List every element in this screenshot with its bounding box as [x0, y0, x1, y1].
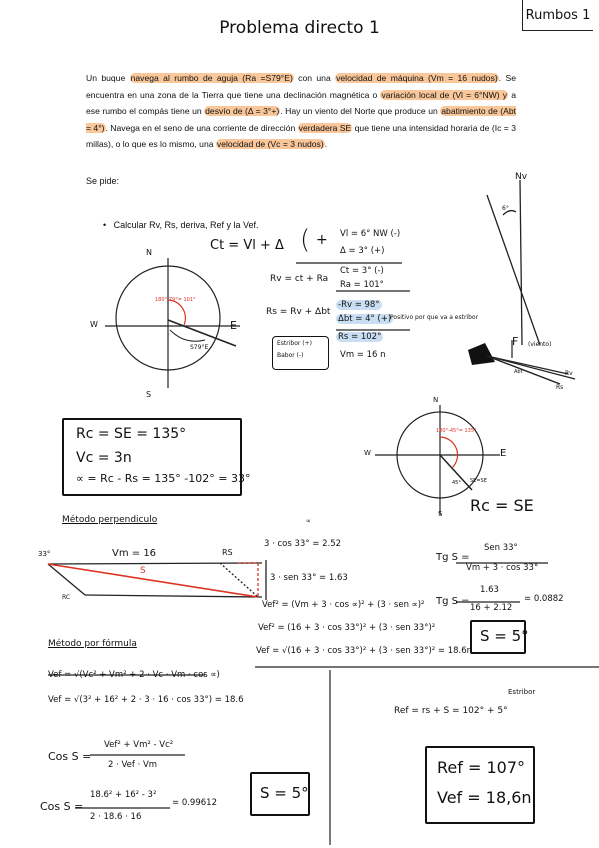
compass-1 — [105, 258, 240, 388]
perp-alpha: ∝ — [306, 517, 312, 525]
tg-box-value: S = 5° — [480, 627, 529, 645]
vm-value: Vm = 16 n — [340, 350, 386, 360]
perp-sen: 3 · sen 33° = 1.63 — [270, 573, 348, 583]
perp-vm: Vm = 16 — [112, 548, 157, 559]
form-vef-2: Vef = √(3² + 16² + 2 · 3 · 16 · cos 33°) = 18.6 — [48, 695, 244, 705]
ct-delta: Δ = 3° (+) — [340, 246, 385, 256]
compass2-angle: 45° — [452, 480, 461, 486]
wind-rs: Rs — [556, 384, 564, 391]
ct-vl: Vl = 6° NW (-) — [340, 229, 401, 239]
text-segment: . — [324, 139, 328, 150]
perp-triangle — [48, 543, 266, 600]
legend-box — [272, 336, 329, 370]
vef-result: Vef = 18,6n — [437, 788, 532, 807]
form-cos-num-1: Vef² + Vm² - Vc² — [104, 740, 174, 750]
compass2-arc-label: 180°-45°= 135° — [436, 428, 477, 434]
compass1-ra-label: S79°E — [190, 344, 209, 351]
tg-result: = 0.0882 — [524, 594, 564, 604]
perp-angle: 33° — [38, 550, 51, 558]
wind-viento: (viento) — [528, 341, 552, 348]
highlight-abt: abatimiento de (Abt = 4°) — [86, 106, 516, 133]
perp-vef-1: Vef² = (Vm + 3 · cos ∝)² + (3 · sen ∝)² — [262, 600, 425, 610]
highlight-se: verdadera SE — [298, 122, 352, 133]
tg-den-1: Vm + 3 · cos 33° — [466, 563, 539, 573]
text-segment: a ese rumbo el compás tiene un — [86, 89, 516, 117]
abt-value: Δbt = 4° (+) — [338, 314, 392, 324]
compass1-n: N — [146, 248, 152, 257]
form-cos-result: = 0.99612 — [172, 798, 217, 808]
tg-lhs-1: Tg S = — [436, 552, 470, 563]
rv-value-wrap — [336, 300, 382, 310]
section-tag-label: Rumbos 1 — [525, 7, 591, 23]
form-cos-den-1: 2 · Vef · Vm — [108, 760, 158, 770]
nv-drawing — [487, 180, 540, 345]
compass1-arc-label: 180°-79°= 101° — [155, 297, 196, 303]
form-vef-1: Vef = √(Vc² + Vm² + 2 · Vc · Vm · cos ∝) — [48, 670, 220, 680]
brace: ( — [300, 225, 311, 255]
wind-rv: Rv — [565, 370, 573, 377]
compass1-s: S — [146, 390, 152, 399]
task-item: • Calcular Rv, Rs, deriva, Ref y la Vef. — [103, 220, 259, 230]
ct-value: Ct = 3° (-) — [340, 266, 384, 276]
text-segment: Un buque — [86, 73, 130, 83]
metodo-form-title: Método por fórmula — [48, 639, 137, 649]
plus-sign: + — [316, 232, 328, 248]
nv-label: Nv — [515, 172, 528, 182]
compass2-w: W — [364, 449, 371, 457]
compass2-se-label: SE=SE — [470, 478, 487, 484]
perp-cos: 3 · cos 33° = 2.52 — [264, 539, 342, 549]
rc-label: Rc = SE — [470, 496, 534, 515]
ra-value: Ra = 101° — [340, 280, 384, 290]
wind-f: F — [512, 335, 519, 348]
compass2-e: E — [500, 448, 507, 459]
highlight-vm: velocidad de máquina (Vm = 16 nudos) — [336, 73, 498, 83]
highlight-desvio: desvío de (Δ = 3°+) — [205, 106, 280, 117]
tg-lhs-2: Tg S = — [436, 596, 470, 607]
rv-value: -Rv = 98° — [338, 300, 380, 310]
ref-result: Ref = 107° — [437, 758, 525, 777]
se-pide: Se pide: — [86, 176, 120, 186]
rs-equation: Rs = Rv + Δbt — [266, 307, 331, 317]
form-cos-num-2: 18.6² + 16² - 3² — [90, 790, 157, 800]
perp-vef-3: Vef = √(16 + 3 · cos 33°)² + (3 · sen 33°)² = 18.6n — [256, 646, 473, 656]
metodo-perp-title: Método perpendiculo — [62, 515, 158, 525]
form-cos-den-2: 2 · 18.6 · 16 — [90, 812, 142, 822]
form-cos-lhs-1: Cos S = — [48, 750, 92, 763]
perp-rs: RS — [222, 548, 233, 557]
text-segment: con una — [293, 73, 336, 83]
perp-vef-2: Vef² = (16 + 3 · cos 33°)² + (3 · sen 33°)² — [258, 623, 436, 633]
vc-result: Vc = 3n — [76, 450, 132, 466]
text-segment: que tiene una intensidad horaria de (Ic = 3 millas), o lo que es lo mismo, una — [86, 122, 516, 150]
legend-estribor: Estribor (+) — [277, 340, 312, 347]
compass2-n: N — [433, 396, 439, 404]
ct-equation: Ct = Vl + Δ — [210, 238, 284, 253]
perp-rc: RC — [62, 594, 71, 601]
form-cos-lhs-2: Cos S = — [40, 800, 84, 813]
result-box-1 — [62, 418, 251, 496]
perp-deriva: S — [140, 566, 146, 576]
rs-value-wrap — [336, 332, 383, 342]
alpha-result: ∝ = Rc - Rs = 135° -102° = 33° — [76, 472, 251, 485]
wind-drawing — [468, 340, 575, 384]
form-box-value: S = 5° — [260, 784, 309, 802]
compass1-w: W — [90, 320, 98, 329]
tg-num-2: 1.63 — [480, 585, 499, 595]
legend-babor: Babor (-) — [277, 352, 304, 359]
highlight-vc: velocidad de (Vc = 3 nudos) — [216, 139, 324, 150]
form-box — [250, 772, 310, 816]
tg-den-2: 16 + 2.12 — [470, 603, 513, 613]
highlight-rumbo: navega al rumbo de aguja (Ra =S79°E) — [130, 73, 293, 83]
nv-angle: 6° — [502, 205, 509, 212]
compass2-s: S — [438, 510, 443, 518]
task-text: Calcular Rv, Rs, deriva, Ref y la Vef. — [113, 220, 259, 230]
positivo-note: Positivo por que va a estribor — [390, 314, 479, 321]
highlight-vl: variación local de (Vl = 6°NW) y — [381, 89, 508, 100]
text-segment: . Se encuentra en una zona de la Tierra que tiene una declinación magnética o — [86, 73, 516, 100]
text-segment: . Hay un viento del Norte que produce un — [280, 106, 441, 117]
ref-equation: Ref = rs + S = 102° + 5° — [394, 706, 508, 716]
page-title: Problema directo 1 — [219, 18, 380, 38]
rc-result: Rc = SE = 135° — [76, 426, 187, 442]
text-segment: . Navega en el seno de una corriente de dirección — [105, 122, 298, 133]
tg-num-1: Sen 33° — [484, 543, 518, 553]
compass1-e: E — [230, 319, 237, 332]
abt-value-wrap — [336, 314, 393, 324]
wind-abt: Abt — [514, 369, 523, 375]
rv-equation: Rv = ct + Ra — [270, 274, 329, 284]
ref-estribor: Estribor — [508, 688, 536, 696]
rs-value: Rs = 102° — [338, 332, 382, 342]
final-result-box — [425, 746, 535, 824]
tg-box — [470, 620, 529, 654]
